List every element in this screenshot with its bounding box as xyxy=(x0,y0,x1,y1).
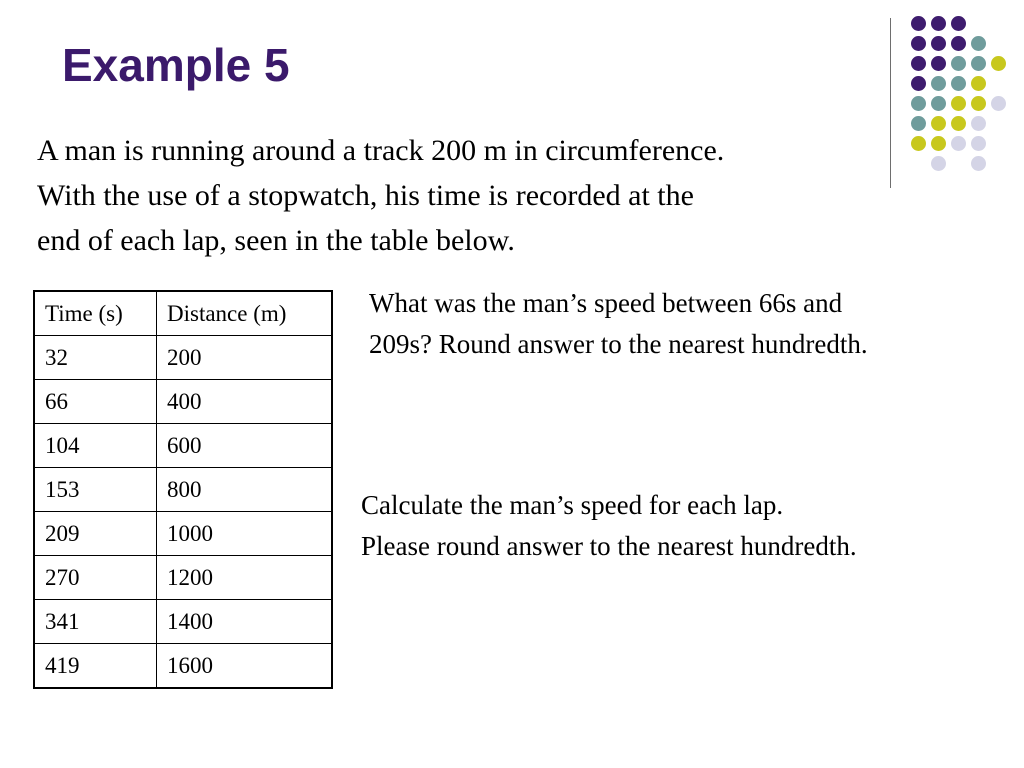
dot-teal xyxy=(931,76,946,91)
table-row xyxy=(34,336,332,380)
dot-purple xyxy=(911,36,926,51)
dot-teal xyxy=(971,36,986,51)
dot-olive xyxy=(971,96,986,111)
table-row xyxy=(34,468,332,512)
cell-time: 153 xyxy=(34,468,157,512)
dot-olive xyxy=(931,116,946,131)
intro-paragraph xyxy=(37,128,897,263)
cell-time: 209 xyxy=(34,512,157,556)
dot-lavender xyxy=(971,156,986,171)
slide-title: Example 5 xyxy=(62,39,290,91)
dot-purple xyxy=(911,76,926,91)
dot-lavender xyxy=(991,96,1006,111)
question-line: Calculate the man’s speed for each lap. xyxy=(361,490,784,520)
dot-olive xyxy=(931,136,946,151)
intro-line: A man is running around a track 200 m in circumference. xyxy=(37,134,725,167)
dot-teal xyxy=(951,56,966,71)
lap-times-table xyxy=(33,290,333,689)
dot-lavender xyxy=(951,136,966,151)
table-header-row xyxy=(34,291,332,336)
header-time: Time (s) xyxy=(34,291,157,336)
cell-time: 270 xyxy=(34,556,157,600)
dot-lavender xyxy=(971,136,986,151)
cell-distance: 200 xyxy=(157,336,333,380)
cell-distance: 800 xyxy=(157,468,333,512)
dot-lavender xyxy=(931,156,946,171)
dot-teal xyxy=(971,56,986,71)
cell-time: 104 xyxy=(34,424,157,468)
table-row xyxy=(34,424,332,468)
cell-distance: 1000 xyxy=(157,512,333,556)
cell-time: 341 xyxy=(34,600,157,644)
dot-teal xyxy=(911,96,926,111)
dot-teal xyxy=(911,116,926,131)
dot-lavender xyxy=(971,116,986,131)
table-row xyxy=(34,556,332,600)
question-line: What was the man’s speed between 66s and xyxy=(369,288,843,318)
cell-distance: 600 xyxy=(157,424,333,468)
cell-time: 66 xyxy=(34,380,157,424)
dot-olive xyxy=(951,96,966,111)
cell-distance: 1600 xyxy=(157,644,333,689)
question-speed-each-lap xyxy=(361,485,1011,567)
table-row xyxy=(34,512,332,556)
dot-purple xyxy=(911,56,926,71)
dot-teal xyxy=(931,96,946,111)
dot-olive xyxy=(971,76,986,91)
table-row xyxy=(34,380,332,424)
dot-teal xyxy=(951,76,966,91)
dot-purple xyxy=(911,16,926,31)
dot-purple xyxy=(951,36,966,51)
dot-olive xyxy=(911,136,926,151)
header-distance: Distance (m) xyxy=(157,291,333,336)
cell-distance: 1200 xyxy=(157,556,333,600)
cell-distance: 400 xyxy=(157,380,333,424)
question-line: 209s? Round answer to the nearest hundredth. xyxy=(369,329,868,359)
dot-purple xyxy=(951,16,966,31)
dot-olive xyxy=(951,116,966,131)
dot-olive xyxy=(991,56,1006,71)
table-row xyxy=(34,644,332,689)
cell-distance: 1400 xyxy=(157,600,333,644)
dot-purple xyxy=(931,16,946,31)
dot-purple xyxy=(931,56,946,71)
question-speed-interval xyxy=(369,283,1019,365)
intro-line: With the use of a stopwatch, his time is recorded at the xyxy=(37,179,694,212)
intro-line: end of each lap, seen in the table below. xyxy=(37,224,515,257)
cell-time: 419 xyxy=(34,644,157,689)
cell-time: 32 xyxy=(34,336,157,380)
table-row xyxy=(34,600,332,644)
question-line: Please round answer to the nearest hundredth. xyxy=(361,531,857,561)
dot-purple xyxy=(931,36,946,51)
